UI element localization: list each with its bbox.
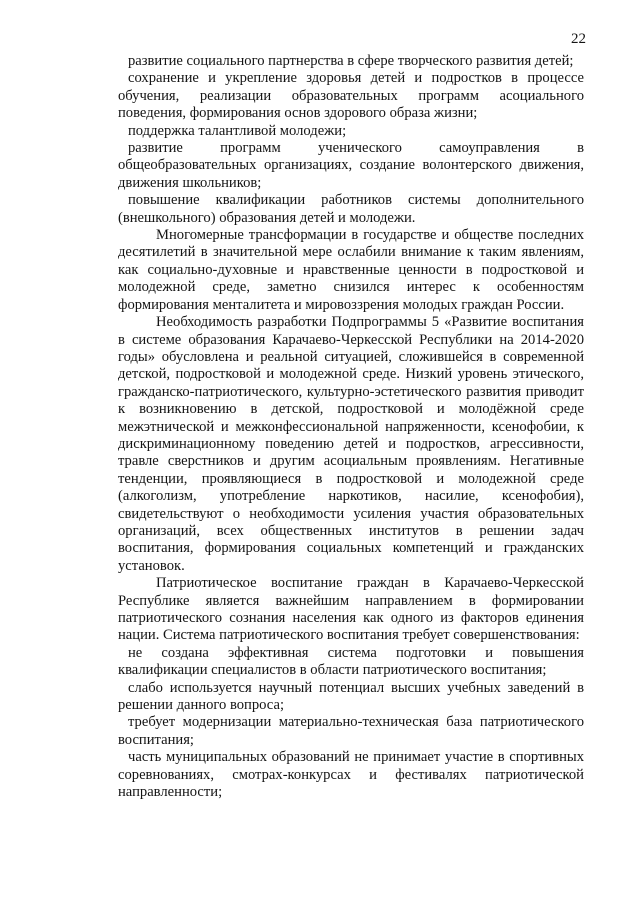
list-item-staff-qualification: повышение квалификации работников системы дополнительного (внешкольного) образования детей и молодежи. [118, 192, 584, 226]
list-item-talented-youth: поддержка талантливой молодежи; [128, 122, 347, 139]
list-item-health-preservation: сохранение и укрепление здоровья детей и подростков в процессе обучения, реализации образовательных программ асоциального поведения, формирования основ здорового образа жизни; [118, 70, 584, 122]
list-item-student-self-government: развитие программ ученического самоуправления в общеобразовательных организациях, создание волонтерского движения, движения школьников; [118, 140, 584, 191]
list-item-material-base: требует модернизации материально-техническая база патриотического воспитания; [118, 714, 584, 748]
page-number: 22 [571, 31, 586, 47]
list-item-scientific-potential: слабо используется научный потенциал высших учебных заведений в решении данного вопроса; [118, 679, 584, 714]
document-body [118, 53, 584, 801]
paragraph-subprogram-necessity: Необходимость разработки Подпрограммы 5 «Развитие воспитания в системе образования Карачаево-Черкесской Республики на 2014-2020 годы» обусловлена и реальной ситуацией, сложившейся в современной детской, подростковой и молодежной среде. Низкий уровень этического, гражданско-патриотического, культурно-эстетического развития приводит к возникновению в детской, подростковой и молодёжной среде межэтнической и межконфессиональной напряженности, ксенофобии, к дискриминационному поведению детей и подростков, агрессивности, травле сверстников и другим асоциальным проявлениям. Негативные тенденции, проявляющиеся в подростковой и молодежной среде (алкоголизм, употребление наркотиков, насилие, ксенофобия), свидетельствуют о необходимости усиления участия образовательных организаций, всех общественных институтов в решении задач воспитания, формирования социальных компетенций и гражданских установок. [118, 314, 584, 574]
list-item-no-training-system: не создана эффективная система подготовки и повышения квалификации специалистов в области патриотического воспитания; [118, 644, 584, 679]
paragraph-transformations: Многомерные трансформации в государстве и обществе последних десятилетий в значительной мере ослабили внимание к таким явлениям, как социально-духовные и нравственные ценности в подростковой и молодежной среде, заметно снизился интерес к особенностям формирования менталитета и мировоззрения молодых граждан России. [118, 227, 584, 313]
list-item-social-partnership: развитие социального партнерства в сфере творческого развития детей; [128, 53, 574, 69]
list-item-municipal-participation: часть муниципальных образований не принимает участие в спортивных соревнованиях, смотрах-конкурсах и фестивалях патриотической направленности; [118, 749, 584, 801]
paragraph-patriotic-education: Патриотическое воспитание граждан в Карачаево-Черкесской Республике является важнейшим направлением в формировании патриотического сознания населения как одного из факторов единения нации. Система патриотического воспитания требует совершенствования: [118, 575, 584, 644]
